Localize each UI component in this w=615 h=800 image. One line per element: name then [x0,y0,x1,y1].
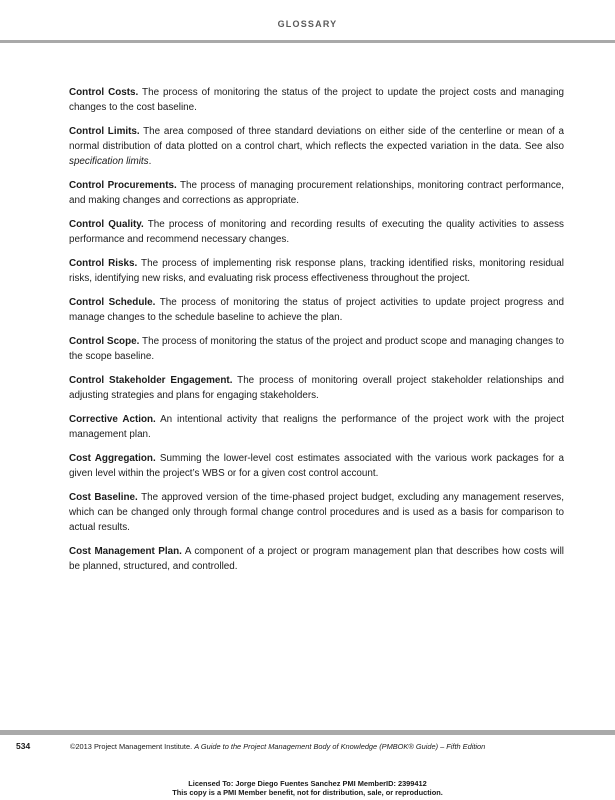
glossary-term: Cost Management Plan. [69,546,182,557]
page-number: 534 [16,741,31,751]
glossary-entry [69,373,564,403]
glossary-definition: The process of monitoring the status of the project and product scope and managing changes to the scope baseline. [69,336,564,362]
glossary-term: Control Costs. [69,87,139,98]
glossary-definition: The area composed of three standard deviations on either side of the centerline or mean of a normal distribution of data plotted on a control chart, which reflects the expected variation in the data. See also [69,126,564,152]
license-disclaimer: This copy is a PMI Member benefit, not for distribution, sale, or reproduction. [172,788,443,797]
glossary-definition: The process of monitoring and recording results of executing the quality activities to assess performance and recommend necessary changes. [69,219,564,245]
glossary-entries [69,85,564,583]
cross-reference: specification limits [69,156,149,167]
definition-end: . [148,156,152,167]
glossary-term: Control Procurements. [69,180,177,191]
book-title: A Guide to the Project Management Body of Knowledge (PMBOK® Guide) – Fifth Edition [194,742,486,751]
header-divider [0,40,615,43]
glossary-entry [69,490,564,535]
glossary-term: Cost Baseline. [69,492,138,503]
glossary-entry [69,124,564,169]
glossary-entry [69,334,564,364]
glossary-entry [69,295,564,325]
glossary-entry [69,412,564,442]
glossary-definition: An intentional activity that realigns the performance of the project work with the project management plan. [69,414,564,440]
glossary-term: Control Risks. [69,258,138,269]
page-header [0,0,615,40]
glossary-definition: The process of managing procurement relationships, monitoring contract performance, and making changes and corrections as appropriate. [69,180,565,206]
copyright-notice: ©2013 Project Management Institute. [70,742,195,751]
license-notice [0,779,615,797]
glossary-entry [69,451,564,481]
glossary-term: Control Scope. [69,336,140,347]
glossary-entry [69,217,564,247]
glossary-definition: The process of monitoring the status of the project to update the project costs and managing changes to the cost baseline. [69,87,564,113]
glossary-term: Cost Aggregation. [69,453,156,464]
footer-citation [70,742,610,751]
glossary-term: Control Schedule. [69,297,156,308]
glossary-definition: The process of implementing risk response plans, tracking identified risks, monitoring residual risks, identifying new risks, and evaluating risk process effectiveness throughout the project. [69,258,564,284]
glossary-definition: Summing the lower-level cost estimates associated with the various work packages for a given level within the project’s WBS or for a given cost control account. [69,453,565,479]
glossary-entry [69,85,564,115]
glossary-term: Control Quality. [69,219,144,230]
glossary-definition: The approved version of the time-phased project budget, excluding any management reserves, which can be changed only through formal change control procedures and is used as a basis for comparison to actual results. [69,492,564,533]
glossary-definition: The process of monitoring the status of project activities to update project progress and manage changes to the schedule baseline to achieve the plan. [69,297,564,323]
section-title: GLOSSARY [277,19,338,29]
glossary-term: Control Limits. [69,126,140,137]
glossary-entry [69,256,564,286]
glossary-definition: A component of a project or program management plan that describes how costs will be planned, structured, and controlled. [69,546,564,572]
glossary-term: Corrective Action. [69,414,156,425]
license-line: Licensed To: Jorge Diego Fuentes Sanchez PMI MemberID: 2399412 [188,779,427,788]
glossary-entry [69,544,564,574]
glossary-term: Control Stakeholder Engagement. [69,375,233,386]
footer-divider [0,730,615,735]
glossary-entry [69,178,564,208]
glossary-definition: The process of monitoring overall project stakeholder relationships and adjusting strategies and plans for engaging stakeholders. [69,375,564,401]
